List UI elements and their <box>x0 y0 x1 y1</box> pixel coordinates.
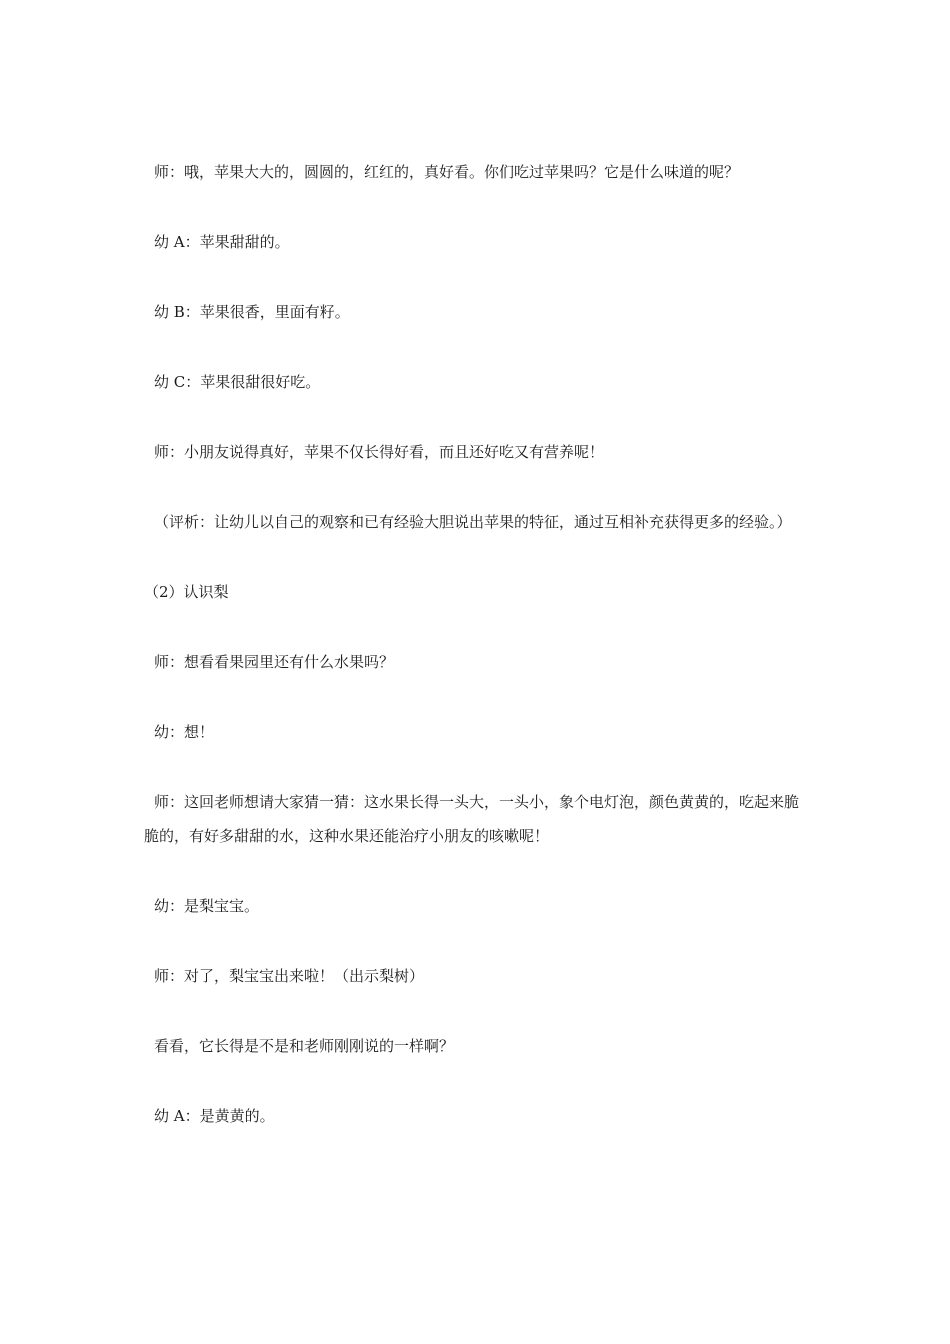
paragraph-commentary: （评析：让幼儿以自己的观察和已有经验大胆说出苹果的特征，通过互相补充获得更多的经验。） <box>154 513 792 531</box>
paragraph-child-want: 幼：想！ <box>154 723 215 741</box>
paragraph-child-a-sweet: 幼 A：苹果甜甜的。 <box>154 233 290 251</box>
paragraph-child-b-fragrant: 幼 B：苹果很香，里面有籽。 <box>154 303 350 321</box>
paragraph-child-a-yellow: 幼 A：是黄黄的。 <box>154 1107 275 1125</box>
paragraph-look-question: 看看，它长得是不是和老师刚刚说的一样啊？ <box>154 1037 455 1055</box>
paragraph-child-pear-answer: 幼：是梨宝宝。 <box>154 897 260 915</box>
paragraph-teacher-orchard-question: 师：想看看果园里还有什么水果吗？ <box>154 653 395 671</box>
paragraph-teacher-riddle: 师：这回老师想请大家猜一猜：这水果长得一头大，一头小，象个电灯泡，颜色黄黄的，吃起来脆脆的，有好多甜甜的水，这种水果还能治疗小朋友的咳嗽呢！ <box>144 793 800 845</box>
document-body <box>144 155 799 1169</box>
section-heading-pear: （2）认识梨 <box>144 583 229 601</box>
paragraph-teacher-praise: 师：小朋友说得真好，苹果不仅长得好看，而且还好吃又有营养呢！ <box>154 443 605 461</box>
paragraph-child-c-tasty: 幼 C：苹果很甜很好吃。 <box>154 373 321 391</box>
paragraph-teacher-apple-question: 师：哦，苹果大大的，圆圆的，红红的，真好看。你们吃过苹果吗？它是什么味道的呢？ <box>154 163 740 181</box>
paragraph-teacher-show-pear-tree: 师：对了，梨宝宝出来啦！（出示梨树） <box>154 967 425 985</box>
